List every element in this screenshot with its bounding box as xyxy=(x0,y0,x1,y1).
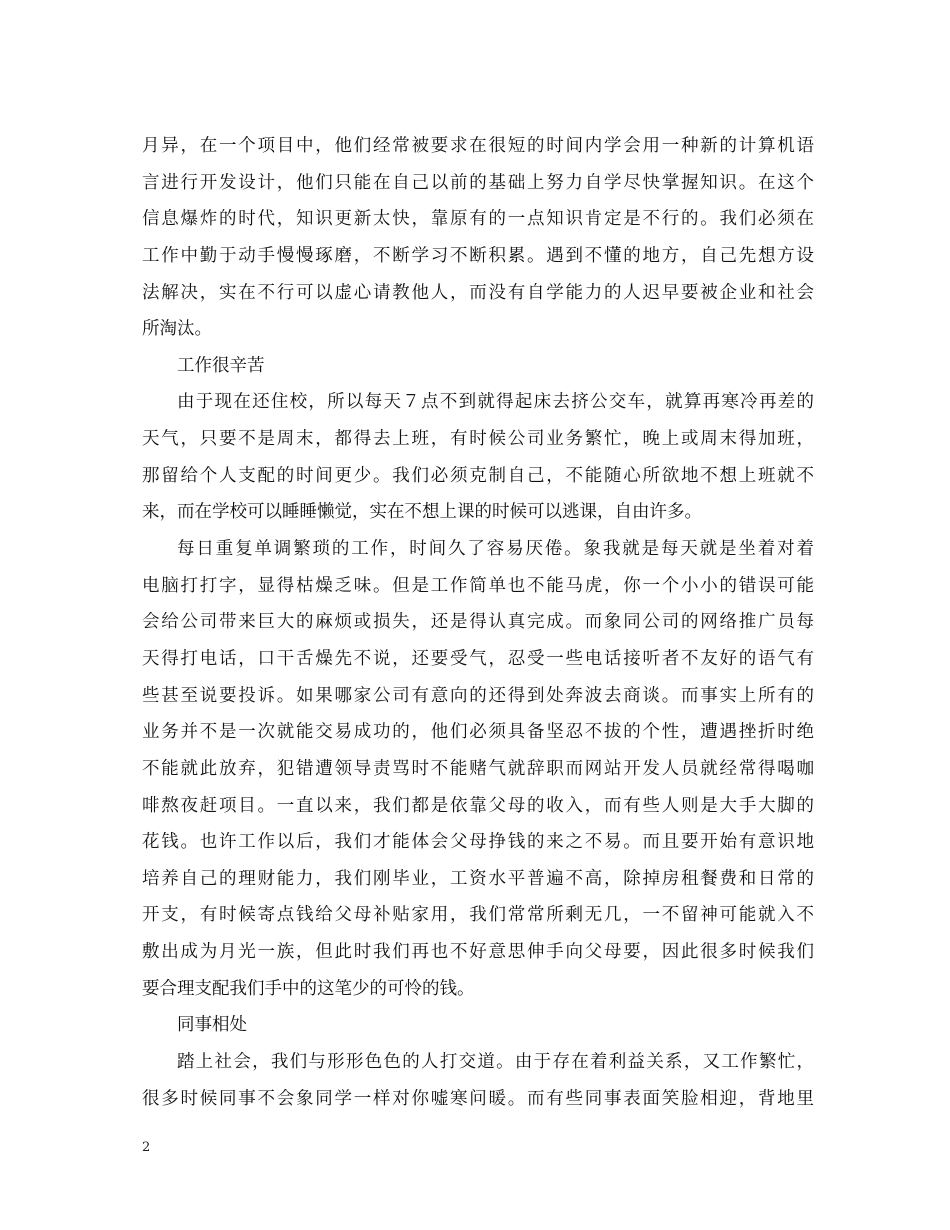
text-line: 信息爆炸的时代，知识更新太快，靠原有的一点知识肯定是不行的。我们必须在 xyxy=(142,209,814,230)
text-line: 法解决，实在不行可以虚心请教他人，而没有自学能力的人迟早要被企业和社会 xyxy=(142,282,814,303)
text-line: 会给公司带来巨大的麻烦或损失，还是得认真完成。而象同公司的网络推广员每 xyxy=(142,612,814,633)
text-line: 来，而在学校可以睡睡懒觉，实在不想上课的时候可以逃课，自由许多。 xyxy=(142,502,702,523)
text-line: 所淘汰。 xyxy=(142,319,212,340)
text-line: 敷出成为月光一族，但此时我们再也不好意思伸手向父母要，因此很多时候我们 xyxy=(142,942,814,963)
text-line: 由于现在还住校，所以每天７点不到就得起床去挤公交车，就算再寒冷再差的 xyxy=(177,392,814,413)
document-body xyxy=(142,128,814,1117)
text-line: 花钱。也许工作以后，我们才能体会父母挣钱的来之不易。而且要开始有意识地 xyxy=(142,832,814,853)
page-number: 2 xyxy=(142,1140,151,1155)
text-line: 培养自己的理财能力，我们刚毕业，工资水平普遍不高，除掉房租餐费和日常的 xyxy=(142,868,814,889)
text-line: 踏上社会，我们与形形色色的人打交道。由于存在着利益关系，又工作繁忙， xyxy=(177,1052,814,1073)
text-line: 电脑打打字，显得枯燥乏味。但是工作简单也不能马虎，你一个小小的错误可能 xyxy=(142,575,814,596)
text-line: 天得打电话，口干舌燥先不说，还要受气，忍受一些电话接听者不友好的语气有 xyxy=(142,648,814,669)
text-line: 业务并不是一次就能交易成功的，他们必须具备坚忍不拔的个性，遭遇挫折时绝 xyxy=(142,722,814,743)
text-line: 要合理支配我们手中的这笔少的可怜的钱。 xyxy=(142,978,475,999)
text-line: 啡熬夜赶项目。一直以来，我们都是依靠父母的收入，而有些人则是大手大脚的 xyxy=(142,795,814,816)
text-line: 同事相处 xyxy=(177,1015,247,1036)
text-line: 言进行开发设计，他们只能在自己以前的基础上努力自学尽快掌握知识。在这个 xyxy=(142,172,814,193)
text-line: 天气，只要不是周末，都得去上班，有时候公司业务繁忙，晚上或周末得加班， xyxy=(142,429,814,450)
text-line: 月异，在一个项目中，他们经常被要求在很短的时间内学会用一种新的计算机语 xyxy=(142,136,814,156)
text-line: 工作中勤于动手慢慢琢磨，不断学习不断积累。遇到不懂的地方，自己先想方设 xyxy=(142,245,814,266)
text-line: 每日重复单调繁琐的工作，时间久了容易厌倦。象我就是每天就是坐着对着 xyxy=(177,539,814,560)
text-line: 那留给个人支配的时间更少。我们必须克制自己，不能随心所欲地不想上班就不 xyxy=(142,465,814,486)
text-line: 些甚至说要投诉。如果哪家公司有意向的还得到处奔波去商谈。而事实上所有的 xyxy=(142,685,814,706)
text-line: 开支，有时候寄点钱给父母补贴家用，我们常常所剩无几，一不留神可能就入不 xyxy=(142,905,814,926)
text-line: 不能就此放弃，犯错遭领导责骂时不能赌气就辞职而网站开发人员就经常得喝咖 xyxy=(142,758,814,779)
text-line: 工作很辛苦 xyxy=(177,355,265,376)
text-line: 很多时候同事不会象同学一样对你嘘寒问暖。而有些同事表面笑脸相迎，背地里 xyxy=(142,1088,814,1109)
